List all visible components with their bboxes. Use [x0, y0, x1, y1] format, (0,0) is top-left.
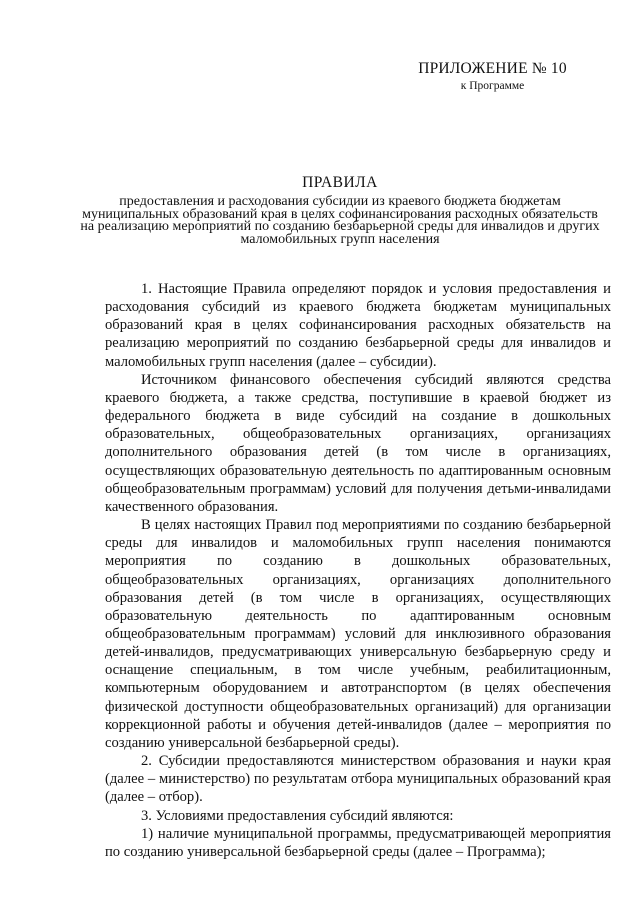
document-heading	[80, 173, 600, 246]
heading-title: ПРАВИЛА	[302, 174, 378, 191]
paragraph-5: 3. Условиями предоставления субсидий являются:	[141, 807, 454, 824]
paragraph-4: 2. Субсидии предоставляются министерством образования и науки края (далее – министерство) по результатам отбора муниципальных образований края (далее – отбор).	[105, 753, 611, 806]
appendix-header	[380, 59, 605, 94]
paragraph-1: 1. Настоящие Правила определяют порядок и условия предоставления и расходования субсидий из краевого бюджета бюджетам муниципальных образований края в целях софинансирования расходных обязательств на реализацию мероприятий по созданию безбарьерной среды для инвалидов и маломобильных групп населения (далее – субсидии).	[105, 281, 611, 370]
document-body	[105, 280, 611, 861]
paragraph-2: Источником финансового обеспечения субсидий являются средства краевого бюджета, а также средства, поступившие в краевой бюджет из федерального бюджета в виде субсидий на создание в дошкольных образовательных, общеобразовательных организациях, организациях дополнительного образования детей (в том числе в организациях, осуществляющих образовательную деятельность по адаптированным основным общеобразовательным программам) условий для получения детьми-инвалидами качественного образования.	[105, 371, 611, 515]
paragraph-6: 1) наличие муниципальной программы, предусматривающей мероприятия по созданию универсальной безбарьерной среды (далее – Программа);	[105, 825, 611, 860]
appendix-subtitle: к Программе	[460, 80, 525, 92]
appendix-title: ПРИЛОЖЕНИЕ № 10	[418, 60, 567, 77]
heading-subtitle: предоставления и расходования субсидии из краевого бюджета бюджетам муниципальных образований края в целях софинансирования расходных обязательств на реализацию мероприятий по созданию безбарьерной среды для инвалидов и других маломобильных групп населения	[80, 194, 600, 247]
paragraph-3: В целях настоящих Правил под мероприятиями по созданию безбарьерной среды для инвалидов и маломобильных групп населения понимаются мероприятия по созданию в дошкольных образовательных, общеобразовательных организациях, организациях дополнительного образования детей (в том числе в организациях, осуществляющих образовательную деятельность по адаптированным основным общеобразовательным программам) условий для инклюзивного образования детей-инвалидов, предусматривающих универсальную безбарьерную среду и оснащение специальным, в том числе учебным, реабилитационным, компьютерным оборудованием и автотранспортом (в целях обеспечения физической доступности общеобразовательных организаций) для организации коррекционной работы и обучения детей-инвалидов (далее – мероприятия по созданию универсальной безбарьерной среды).	[105, 517, 611, 751]
